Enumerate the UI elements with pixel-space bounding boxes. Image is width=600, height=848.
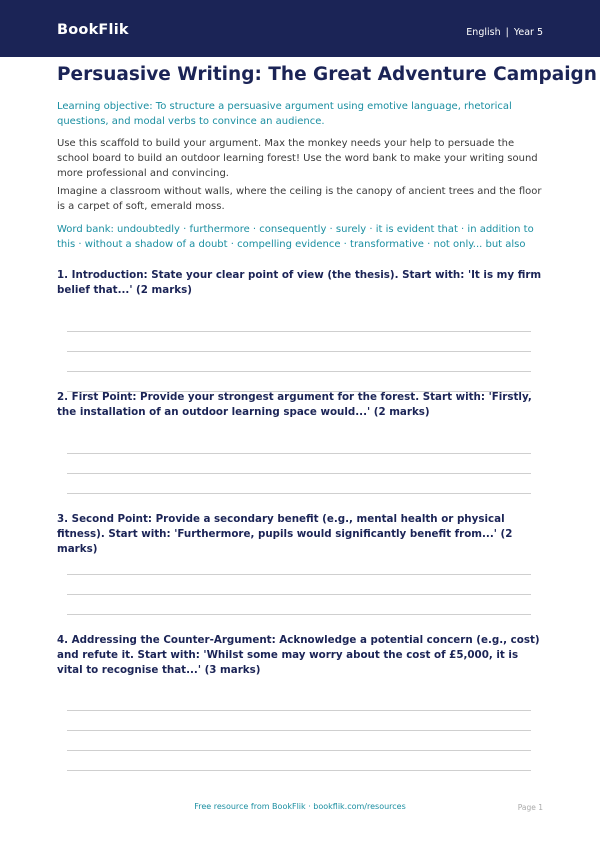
learning-objective: Learning objective: To structure a persuasive argument using emotive language, rhetorical questions, and modal verbs to convince an audience. [57,101,512,127]
subject-separator: | [505,27,509,38]
word-bank: Word bank: undoubtedly · furthermore · consequently · surely · it is evident that · in addition to this · without a shadow of a doubt · compelling evidence · transformative · not only... but also [57,224,534,250]
page-number: Page 1 [517,803,543,812]
page-title: Persuasive Writing: The Great Adventure Campaign [57,64,597,85]
answer-line[interactable] [67,351,531,352]
question-1: 1. Introduction: State your clear point of view (the thesis). Start with: 'It is my firm belief that...' (2 marks) [57,269,542,296]
answer-line[interactable] [67,453,531,454]
footer-text: Free resource from BookFlik · bookflik.com/resources [194,802,406,811]
answer-line[interactable] [67,770,531,771]
answer-line[interactable] [67,594,531,595]
subject-name: English [466,27,501,38]
header-bar [0,0,600,57]
question-3: 3. Second Point: Provide a secondary benefit (e.g., mental health or physical fitness). Start with: 'Furthermore, pupils would significantly benefit from...' (2 marks) [57,513,513,555]
answer-line[interactable] [67,614,531,615]
answer-line[interactable] [67,473,531,474]
year-group: Year 5 [513,27,543,38]
answer-line[interactable] [67,710,531,711]
answer-line[interactable] [67,574,531,575]
subject-label [466,27,543,38]
brand-logo: BookFlik [57,22,129,38]
answer-line[interactable] [67,730,531,731]
answer-line[interactable] [67,493,531,494]
intro-paragraph: Use this scaffold to build your argument. Max the monkey needs your help to persuade the school board to build an outdoor learning forest! Use the word bank to make your writing sound more professional and convincing. [57,138,538,179]
answer-line[interactable] [67,331,531,332]
question-2: 2. First Point: Provide your strongest argument for the forest. Start with: 'Firstly, the installation of an outdoor learning space would...' (2 marks) [57,391,532,418]
answer-line[interactable] [67,750,531,751]
answer-line[interactable] [67,371,531,372]
question-4: 4. Addressing the Counter-Argument: Acknowledge a potential concern (e.g., cost) and refute it. Start with: 'Whilst some may worry about the cost of £5,000, it is vital to recognise that...' (3 marks) [57,634,540,676]
scene-paragraph: Imagine a classroom without walls, where the ceiling is the canopy of ancient trees and the floor is a carpet of soft, emerald moss. [57,186,542,212]
